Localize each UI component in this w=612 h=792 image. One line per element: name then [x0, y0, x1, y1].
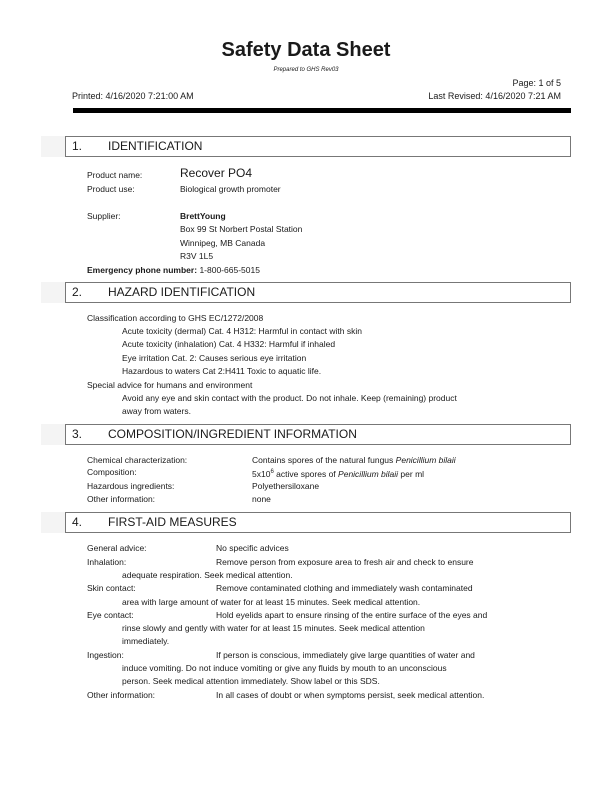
- section-heading: IDENTIFICATION: [108, 139, 203, 153]
- section-4-header: [41, 512, 571, 533]
- section-2-header: [41, 282, 571, 303]
- hazard-class-item: Eye irritation Cat. 2: Causes serious eye irritation: [122, 353, 307, 363]
- eye-contact-text: Hold eyelids apart to ensure rinsing of the entire surface of the eyes and: [216, 610, 488, 620]
- special-advice-text: Avoid any eye and skin contact with the product. Do not inhale. Keep (remaining) product: [122, 393, 457, 403]
- other-information-value: none: [252, 494, 271, 504]
- section-number: 3.: [72, 427, 83, 441]
- classification-text: Classification according to GHS EC/1272/2008: [87, 313, 264, 323]
- product-use: Biological growth promoter: [180, 184, 281, 194]
- organism-name: Penicillium bilaii: [338, 468, 399, 479]
- header-rule: [73, 108, 571, 113]
- section-heading: COMPOSITION/INGREDIENT INFORMATION: [108, 427, 357, 441]
- supplier-name: BrettYoung: [180, 211, 226, 221]
- inhalation-label: Inhalation:: [87, 557, 127, 567]
- section-heading: FIRST-AID MEASURES: [108, 515, 237, 529]
- inhalation-text: adequate respiration. Seek medical attention.: [122, 570, 293, 580]
- printed-date: Printed: 4/16/2020 7:21:00 AM: [72, 91, 194, 101]
- skin-contact-text: Remove contaminated clothing and immediately wash contaminated: [216, 583, 473, 593]
- supplier-address-line: Box 99 St Norbert Postal Station: [180, 224, 303, 234]
- emergency-phone-row: [87, 265, 260, 276]
- hazard-class-item: Acute toxicity (dermal) Cat. 4 H312: Harmful in contact with skin: [122, 326, 362, 336]
- eye-contact-text: immediately.: [122, 636, 170, 646]
- eye-contact-text: rinse slowly and gently with water for at least 15 minutes. Seek medical attention: [122, 623, 425, 633]
- document-title: Safety Data Sheet: [221, 39, 391, 61]
- revised-date: Last Revised: 4/16/2020 7:21 AM: [428, 91, 561, 101]
- product-name: Recover PO4: [180, 166, 253, 180]
- section-number: 2.: [72, 285, 83, 299]
- chemical-characterization-value: [252, 455, 456, 466]
- emergency-phone-number: 1-800-665-5015: [199, 265, 260, 275]
- section-number: 4.: [72, 515, 83, 529]
- first-aid-other-label: Other information:: [87, 690, 156, 700]
- general-advice-label: General advice:: [87, 543, 147, 553]
- supplier-address-line: R3V 1L5: [180, 251, 214, 261]
- document-subtitle: Prepared to GHS Rev03: [273, 67, 339, 73]
- product-name-label: Product name:: [87, 170, 143, 180]
- product-use-label: Product use:: [87, 184, 135, 194]
- section-1-header: [41, 136, 571, 157]
- chemical-characterization-label: Chemical characterization:: [87, 455, 188, 465]
- composition-value: [252, 467, 424, 480]
- ingestion-text: induce vomiting. Do not induce vomiting or give any fluids by mouth to an unconscious: [122, 663, 447, 673]
- emergency-phone-label: Emergency phone number:: [87, 265, 198, 275]
- comp-prefix: 5x10: [252, 468, 271, 479]
- first-aid-other-text: In all cases of doubt or when symptoms persist, seek medical attention.: [216, 690, 485, 700]
- page-number: Page: 1 of 5: [512, 78, 561, 88]
- hazardous-ingredients-value: Polyethersiloxane: [252, 481, 320, 491]
- eye-contact-label: Eye contact:: [87, 610, 134, 620]
- section-number: 1.: [72, 139, 83, 153]
- composition-label: Composition:: [87, 467, 137, 477]
- hazardous-ingredients-label: Hazardous ingredients:: [87, 481, 175, 491]
- special-advice-text: away from waters.: [122, 406, 191, 416]
- hazard-class-item: Hazardous to waters Cat 2:H411 Toxic to aquatic life.: [122, 366, 322, 376]
- skin-contact-label: Skin contact:: [87, 583, 136, 593]
- section-3-header: [41, 424, 571, 445]
- hazard-class-item: Acute toxicity (inhalation) Cat. 4 H332: Harmful if inhaled: [122, 339, 336, 349]
- ingestion-text: If person is conscious, immediately give large quantities of water and: [216, 650, 475, 660]
- supplier-label: Supplier:: [87, 211, 121, 221]
- other-information-label: Other information:: [87, 494, 156, 504]
- ingestion-label: Ingestion:: [87, 650, 124, 660]
- ingestion-text: person. Seek medical attention immediately. Show label or this SDS.: [122, 676, 380, 686]
- supplier-address-line: Winnipeg, MB Canada: [180, 238, 266, 248]
- comp-exponent: 6: [270, 469, 274, 475]
- inhalation-text: Remove person from exposure area to fresh air and check to ensure: [216, 557, 474, 567]
- organism-name: Penicillium bilaii: [395, 455, 456, 465]
- comp-mid: active spores of: [273, 468, 336, 479]
- chem-text: Contains spores of the natural fungus: [252, 455, 394, 465]
- special-advice-label: Special advice for humans and environment: [87, 380, 253, 390]
- skin-contact-text: area with large amount of water for at least 15 minutes. Seek medical attention.: [122, 597, 421, 607]
- general-advice-text: No specific advices: [216, 543, 289, 553]
- section-heading: HAZARD IDENTIFICATION: [108, 285, 256, 299]
- comp-suffix: per ml: [400, 468, 425, 479]
